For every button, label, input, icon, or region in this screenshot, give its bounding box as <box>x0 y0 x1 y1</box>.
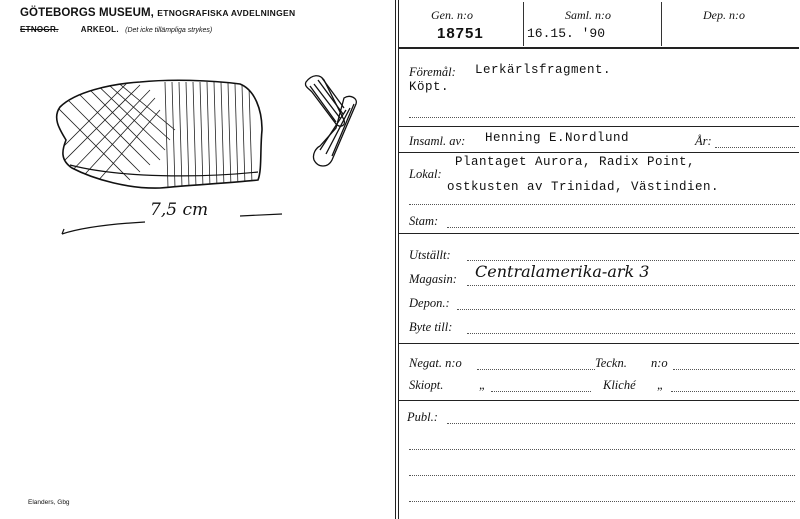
rule-negat <box>399 343 799 344</box>
depon-dotline <box>457 309 795 310</box>
saml-value: 16.15. '90 <box>527 26 606 41</box>
foremal-label: Föremål: <box>409 65 456 79</box>
museum-name: GÖTEBORGS MUSEUM, <box>20 7 154 19</box>
insaml-value: Henning E.Nordlund <box>485 131 630 145</box>
department-name: ETNOGRAFISKA AVDELNINGEN <box>157 8 296 18</box>
teckn-label: Teckn. <box>595 356 627 370</box>
panel-border <box>395 0 396 519</box>
publ-label: Publ.: <box>407 410 438 424</box>
byte-dotline <box>467 333 795 334</box>
rule-insaml <box>399 126 799 127</box>
kopt-value: Köpt. <box>409 80 450 94</box>
magasin-value: Centralamerika-ark 3 <box>475 262 650 281</box>
scale-label: 7,5 cm <box>150 200 209 220</box>
arkeol-category: ARKEOL. <box>80 25 119 34</box>
kliche-dotline <box>671 391 795 392</box>
utstallt-dotline <box>467 260 795 261</box>
magasin-label: Magasin: <box>409 272 457 286</box>
skiopt-label: Skiopt. <box>409 378 444 392</box>
lokal-dotline <box>409 204 795 205</box>
publ-dotline-3 <box>409 475 795 476</box>
sherd-profile-drawing <box>305 76 356 166</box>
depon-label: Depon.: <box>409 296 450 310</box>
publ-dotline-2 <box>409 449 795 450</box>
negat-dotline <box>477 369 595 370</box>
publ-dotline-1 <box>447 423 795 424</box>
lokal-line-2: ostkusten av Trinidad, Västindien. <box>447 180 720 194</box>
rule-utstallt <box>399 233 799 234</box>
header-rule <box>399 47 799 49</box>
lokal-line-1: Plantaget Aurora, Radix Point, <box>455 155 696 169</box>
ar-label: År: <box>695 134 712 148</box>
dep-label: Dep. n:o <box>703 8 745 22</box>
publ-dotline-4 <box>409 501 795 502</box>
teckn-dotline <box>673 369 795 370</box>
kliche-ditto: „ <box>657 378 664 392</box>
ar-dotline <box>715 147 795 148</box>
gen-label: Gen. n:o <box>431 8 473 22</box>
panel-border-inner <box>398 0 399 519</box>
rule-lokal <box>399 152 799 153</box>
byte-label: Byte till: <box>409 320 453 334</box>
saml-label: Saml. n:o <box>565 8 611 22</box>
record-panel <box>395 0 800 519</box>
gen-value: 18751 <box>437 25 484 42</box>
skiopt-dotline <box>491 391 591 392</box>
sherd-sketch <box>0 0 395 519</box>
foremal-value: Lerkärlsfragment. <box>475 63 612 77</box>
rule-publ <box>399 400 799 401</box>
stam-label: Stam: <box>409 214 439 228</box>
utstallt-label: Utställt: <box>409 248 451 262</box>
stam-dotline <box>447 227 795 228</box>
skiopt-ditto: „ <box>479 378 486 392</box>
header-divider-2 <box>661 2 662 46</box>
kliche-label: Kliché <box>603 378 636 392</box>
magasin-dotline <box>467 285 795 286</box>
printer-credit: Elanders, Gbg <box>28 499 70 506</box>
struck-category: ETNOGR. <box>20 25 59 34</box>
lokal-label: Lokal: <box>409 167 442 181</box>
foremal-dotline <box>409 117 795 118</box>
header-divider-1 <box>523 2 524 46</box>
negat-label: Negat. n:o <box>409 356 462 370</box>
teckn-no: n:o <box>651 356 668 370</box>
insaml-label: Insaml. av: <box>409 134 466 148</box>
strike-note: (Det icke tillämpliga strykes) <box>125 27 213 34</box>
sherd-drawing <box>50 76 262 190</box>
